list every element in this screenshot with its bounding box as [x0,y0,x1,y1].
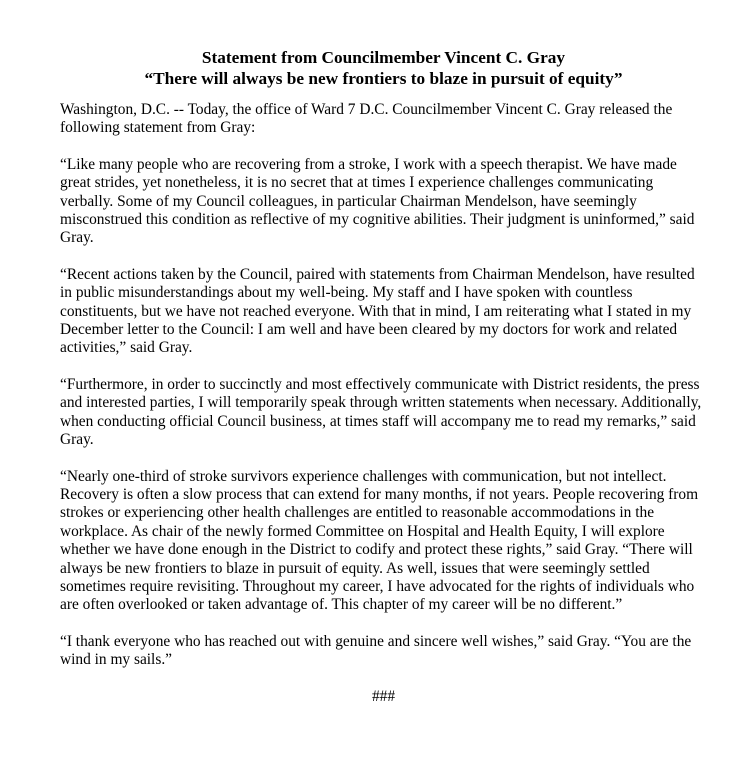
statement-title [60,47,707,89]
end-mark: ### [371,687,396,705]
paragraph-thanks: “I thank everyone who has reached out with genuine and sincere well wishes,” said Gray. “You are the wind in my sails.” [60,632,692,669]
title-line-1: Statement from Councilmember Vincent C. Gray [201,48,566,67]
statement-body [60,101,707,670]
intro-paragraph: Washington, D.C. -- Today, the office of Ward 7 D.C. Councilmember Vincent C. Gray released the following statement from Gray: [60,101,673,137]
title-line-2: “There will always be new frontiers to blaze in pursuit of equity” [144,69,623,88]
paragraph-well-being: “Recent actions taken by the Council, paired with statements from Chairman Mendelson, have resulted in public misunderstandings about my well-being. My staff and I have spoken with countless constituents, but we have not reached everyone. With that in mind, I am reiterating what I stated in my December letter to the Council: I am well and have been cleared by my doctors for work and related activities,” said Gray. [60,265,695,357]
paragraph-written-statements: “Furthermore, in order to succinctly and most effectively communicate with District residents, the press and interested parties, I will temporarily speak through written statements when necessary. Additionally, when conducting official Council business, at times staff will accompany me to read my remarks,” said Gray. [60,375,702,449]
paragraph-stroke-survivors: “Nearly one-third of stroke survivors experience challenges with communication, but not intellect. Recovery is often a slow process that can extend for many months, if not years. People recovering from strokes or experiencing other health challenges are entitled to reasonable accommodations in the workplace. As chair of the newly formed Committee on Hospital and Health Equity, I will explore whether we have done enough in the District to codify and protect these rights,” said Gray. “There will always be new frontiers to blaze in pursuit of equity. As well, issues that were seemingly settled sometimes require revisiting. Throughout my career, I have advocated for the rights of individuals who are often overlooked or taken advantage of. This chapter of my career will be no different.” [60,467,699,614]
paragraph-speech-therapy: “Like many people who are recovering from a stroke, I work with a speech therapist. We have made great strides, yet nonetheless, it is no secret that at times I experience challenges communicating verbally. Some of my Council colleagues, in particular Chairman Mendelson, have seemingly misconstrued this condition as reflective of my cognitive abilities. Their judgment is uninformed,” said Gray. [60,155,695,247]
